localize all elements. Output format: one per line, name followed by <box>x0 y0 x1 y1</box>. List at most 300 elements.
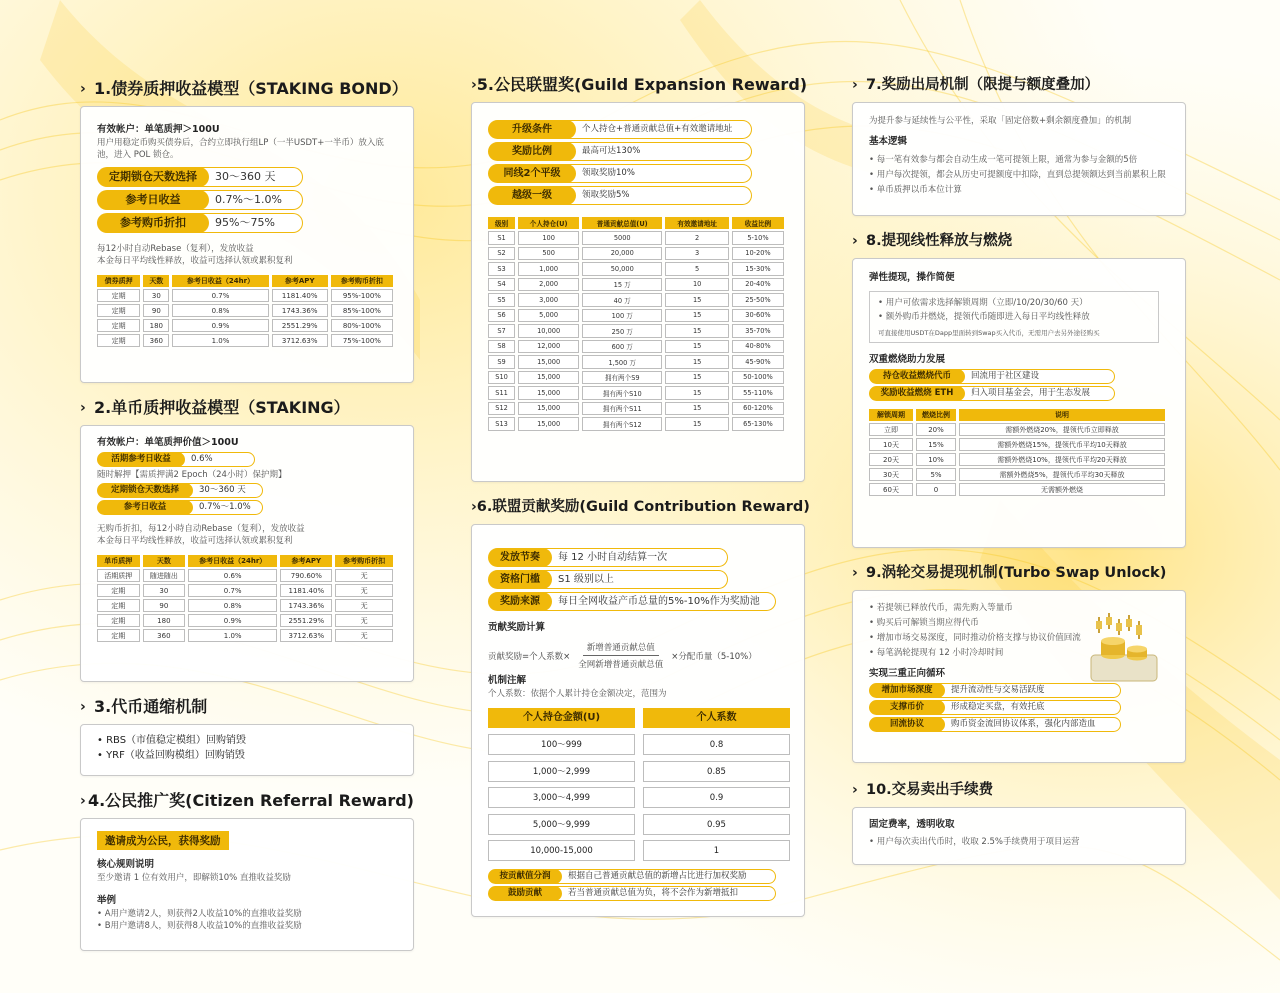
table-header: 解锁周期 <box>869 409 913 421</box>
section-title-text: 4.公民推广奖(Citizen Referral Reward) <box>87 791 414 810</box>
table-cell: 180 <box>143 319 169 332</box>
table-row <box>488 402 784 416</box>
table-cell: 无 <box>335 629 393 642</box>
table-cell: 5,000～9,999 <box>488 814 635 835</box>
account-requirement: 有效帐户：单笔质押价值＞100U <box>97 437 239 448</box>
table-cell: 无需额外燃烧 <box>959 483 1165 496</box>
table-cell: 90 <box>143 304 169 317</box>
bond-description: 用户用稳定币购买债券后，合约立即执行组LP（一半USDT+一半币）放入底池，进入 POL 锁仓。 <box>97 138 384 160</box>
burn-table <box>866 407 1168 498</box>
table-row <box>488 262 784 276</box>
section-title-deflation <box>80 696 414 718</box>
pill-value: S1 级别以上 <box>542 570 728 589</box>
table-header: 个人系数 <box>643 708 790 728</box>
table-cell: 90 <box>143 599 186 612</box>
table-cell: 15-30% <box>732 262 784 276</box>
pill-label: 参考日收益 <box>97 500 193 515</box>
table-cell: 3712.63% <box>272 334 328 347</box>
list-item: • 每一笔有效参与都会自动生成一笔可提领上限，通常为参与金额的5倍 <box>869 155 1138 165</box>
mechanism-title: 机制注解 <box>488 675 527 686</box>
table-cell: 15 <box>665 402 729 416</box>
table-cell: 无 <box>335 599 393 612</box>
table-header: 有效邀请地址 <box>665 217 729 229</box>
guild-level-table <box>485 215 787 433</box>
table-cell: 2 <box>665 231 729 245</box>
table-cell: 无 <box>335 584 393 597</box>
table-cell: 0.95 <box>643 814 790 835</box>
table-cell: 1181.40% <box>280 584 332 597</box>
table-cell: S6 <box>488 309 515 323</box>
table-row <box>97 334 393 347</box>
list-item: • 用户可依需求选择解锁周期（立即/10/20/30/60 天） <box>878 298 1088 308</box>
pill-encourage <box>488 886 790 901</box>
formula-fraction <box>574 641 667 670</box>
table-cell: S1 <box>488 231 515 245</box>
table-row <box>869 483 1165 496</box>
pill-value: 30～360 天 <box>183 483 263 498</box>
pill-value: 回流用于社区建设 <box>955 369 1115 384</box>
list-item: • 用户每次提领，都会从历史可提额度中扣除，直到总提领额达到当前累积上限 <box>869 170 1166 180</box>
table-row <box>97 599 393 612</box>
list-item: • 每笔涡轮提现有 12 小时冷却时间 <box>869 648 1004 658</box>
rule-text: 至少邀请 1 位有效用户，即解锁10% 直推收益奖励 <box>97 873 291 883</box>
unstake-note: 随时解押【需质押满2 Epoch（24小时）保护期】 <box>97 470 287 480</box>
chevron-right-icon: › <box>471 499 477 515</box>
table-cell: 1181.40% <box>272 289 328 302</box>
card-staking-bond <box>80 106 414 383</box>
pill-value: 0.7%～1.0% <box>183 500 263 515</box>
pill-value: 领取奖励5% <box>566 186 752 205</box>
table-cell: 25-50% <box>732 293 784 307</box>
pill-reward-burn <box>869 386 1171 401</box>
table-cell: 5-10% <box>732 231 784 245</box>
table-row <box>488 386 784 400</box>
pill-same-line <box>488 164 790 183</box>
table-cell: 100～999 <box>488 734 635 755</box>
table-cell: 1.0% <box>188 629 277 642</box>
pill-threshold <box>488 570 790 589</box>
table-cell: 20天 <box>869 453 913 466</box>
table-cell: 15 <box>665 371 729 385</box>
table-header: 参考APY <box>280 555 332 567</box>
table-cell: 10% <box>916 453 956 466</box>
pill-label: 定期锁仓天数选择 <box>97 483 193 498</box>
table-cell: S7 <box>488 324 515 338</box>
table-cell: 15 <box>665 309 729 323</box>
table-cell: S3 <box>488 262 515 276</box>
table-row <box>97 614 393 627</box>
table-cell: 80%-100% <box>331 319 393 332</box>
table-cell: S11 <box>488 386 515 400</box>
pill-label: 参考购币折扣 <box>97 213 209 233</box>
card-deflation <box>80 724 414 776</box>
table-row <box>488 231 784 245</box>
table-cell: 35-70% <box>732 324 784 338</box>
list-item: • YRF（收益回购模组）回购销毁 <box>97 750 245 761</box>
list-item: • 若提领已释放代币，需先购入等量币 <box>869 603 1013 613</box>
table-row <box>488 247 784 261</box>
table-cell: 0.85 <box>643 761 790 782</box>
table-cell: 1 <box>643 840 790 861</box>
table-cell: S9 <box>488 355 515 369</box>
section-title-text: 3.代币通缩机制 <box>94 697 208 716</box>
section-title-guild-contribution <box>471 496 810 518</box>
pill-label: 参考日收益 <box>97 190 209 210</box>
section-title-text: 8.提现线性释放与燃烧 <box>866 233 1013 249</box>
table-cell: 75%-100% <box>331 334 393 347</box>
table-cell: 180 <box>143 614 186 627</box>
pill-label: 越级一级 <box>488 186 576 205</box>
table-cell: 1,000～2,999 <box>488 761 635 782</box>
card-staking <box>80 425 414 682</box>
pill-value: 0.7%～1.0% <box>199 190 303 210</box>
table-cell: 无 <box>335 569 393 582</box>
table-cell: 50-100% <box>732 371 784 385</box>
card-turbo-swap <box>852 590 1186 763</box>
table-cell: 0.9% <box>172 319 268 332</box>
table-cell: 0.6% <box>188 569 277 582</box>
rebase-note: 无购币折扣，每12小時自动Rebase（复利），发放收益 <box>97 524 305 534</box>
pill-label: 升级条件 <box>488 120 576 139</box>
table-cell: 40 万 <box>582 293 662 307</box>
chevron-right-icon: › <box>80 793 86 809</box>
table-cell: 定期 <box>97 584 140 597</box>
table-row <box>488 309 784 323</box>
table-cell: 30天 <box>869 468 913 481</box>
table-header: 收益比例 <box>732 217 784 229</box>
table-cell: 30 <box>143 289 169 302</box>
referral-banner: 邀请成为公民，获得奖励 <box>97 831 229 850</box>
table-cell: 600 万 <box>582 340 662 354</box>
table-cell: 定期 <box>97 334 140 347</box>
section-title-text: 6.联盟贡献奖励(Guild Contribution Reward) <box>476 499 810 515</box>
table-row <box>97 304 393 317</box>
chevron-right-icon: › <box>80 699 86 715</box>
section-title-turbo-swap <box>852 562 1186 584</box>
table-cell: 10,000-15,000 <box>488 840 635 861</box>
pill-label: 奖励来源 <box>488 592 552 611</box>
table-cell: 5000 <box>582 231 662 245</box>
list-item: • 单币质押以币本位计算 <box>869 185 962 195</box>
table-cell: 2551.29% <box>272 319 328 332</box>
calc-title: 贡献奖励计算 <box>488 622 546 633</box>
table-row <box>869 423 1165 436</box>
rebase-note: 每12小时自动Rebase（复利），发放收益 <box>97 244 254 254</box>
table-cell: 60-120% <box>732 402 784 416</box>
list-item: • 额外购币并燃烧，提领代币随即进入每日平均线性释放 <box>878 312 1090 322</box>
pill-value: 形成稳定买盘，有效托底 <box>935 700 1121 715</box>
table-cell: 60天 <box>869 483 913 496</box>
section-title-guild-expansion <box>471 74 808 96</box>
coefficient-table <box>488 708 790 867</box>
table-cell: 3,000～4,999 <box>488 787 635 808</box>
table-header: 级别 <box>488 217 515 229</box>
table-cell: 3 <box>665 247 729 261</box>
table-cell: 5 <box>665 262 729 276</box>
table-cell: 15 万 <box>582 278 662 292</box>
logic-title: 基本逻辑 <box>869 136 908 147</box>
table-cell: 10,000 <box>518 324 579 338</box>
table-cell: 20% <box>916 423 956 436</box>
list-item: • 购买后可解锁当期应得代币 <box>869 618 979 628</box>
chevron-right-icon: › <box>80 81 86 97</box>
pill-value: 30～360 天 <box>199 167 303 187</box>
column-middle <box>471 74 810 931</box>
pill-value: 领取奖励10% <box>566 164 752 183</box>
table-cell: 0.8 <box>643 734 790 755</box>
table-header: 个人持仓金额(U) <box>488 708 635 728</box>
table-row <box>869 468 1165 481</box>
table-cell: 20,000 <box>582 247 662 261</box>
table-cell: 360 <box>143 629 186 642</box>
table-cell: 拥有两个S12 <box>582 417 662 431</box>
table-cell: 0.8% <box>188 599 277 612</box>
table-cell: 790.60% <box>280 569 332 582</box>
section-title-text: 10.交易卖出手续费 <box>866 782 994 798</box>
formula-numerator: 新增普通贡献总值 <box>583 641 659 656</box>
pill-skip-level <box>488 186 790 205</box>
table-cell: 随进随出 <box>143 569 186 582</box>
table-header: 债券质押 <box>97 275 140 287</box>
table-header: 普通贡献总值(U) <box>582 217 662 229</box>
table-cell: 2,000 <box>518 278 579 292</box>
pill-value: 每日全网收益产币总量的5%-10%作为奖励池 <box>542 592 776 611</box>
table-cell: 15,000 <box>518 417 579 431</box>
table-row <box>97 319 393 332</box>
pill-upgrade-condition <box>488 120 790 139</box>
table-cell: 1743.36% <box>280 599 332 612</box>
table-header: 天数 <box>143 275 169 287</box>
card-withdraw-burn <box>852 258 1186 548</box>
list-item: • RBS（市值稳定模组）回购销毁 <box>97 735 247 746</box>
swap-note: 可直接使用USDT在Dapp里面转到Swap买入代币，无需用户去另外途径购买 <box>878 329 1100 337</box>
table-cell: 55-110% <box>732 386 784 400</box>
pill-value: 个人持仓+普通贡献总值+有效邀请地址 <box>566 120 752 139</box>
table-cell: 3,000 <box>518 293 579 307</box>
card-sell-fee <box>852 807 1186 865</box>
table-row <box>869 453 1165 466</box>
table-cell: 95%-100% <box>331 289 393 302</box>
table-cell: 0.9 <box>643 787 790 808</box>
formula-right: ×分配币量（5-10%） <box>671 651 757 662</box>
table-cell: 2551.29% <box>280 614 332 627</box>
pill-hold-burn <box>869 369 1171 384</box>
list-item-text: YRF（收益回购模组）回购销毁 <box>106 750 245 761</box>
table-cell: 30-60% <box>732 309 784 323</box>
card-referral <box>80 818 414 951</box>
chevron-right-icon: › <box>471 77 477 93</box>
section-title-text: 1.债券质押收益模型（STAKING BOND） <box>94 79 408 98</box>
pill-daily-yield <box>97 500 399 515</box>
section-title-text: 7.奖励出局机制（限提与额度叠加） <box>866 77 1100 93</box>
table-cell: 0.7% <box>188 584 277 597</box>
example-title: 举例 <box>97 895 117 906</box>
column-right <box>852 74 1186 879</box>
table-cell: 250 万 <box>582 324 662 338</box>
table-cell: 12,000 <box>518 340 579 354</box>
dual-burn-title: 双重燃烧助力发展 <box>869 354 946 365</box>
table-cell: 0 <box>916 483 956 496</box>
table-row <box>97 629 393 642</box>
table-cell: 活期质押 <box>97 569 140 582</box>
pill-label: 持仓收益燃烧代币 <box>869 369 965 384</box>
table-cell: 1,500 万 <box>582 355 662 369</box>
table-cell: 45-90% <box>732 355 784 369</box>
chevron-right-icon: › <box>80 400 86 416</box>
bond-table <box>94 273 396 349</box>
pill-lock-days <box>97 167 399 187</box>
coin-stack-icon <box>1085 611 1165 691</box>
section-title-referral <box>80 790 414 812</box>
pill-flexible-yield <box>97 452 399 467</box>
table-cell: 需额外燃烧15%，提领代币平均10天释放 <box>959 438 1165 451</box>
pill-label: 奖励收益燃烧 ETH <box>869 386 965 401</box>
table-cell: 定期 <box>97 289 140 302</box>
table-cell: 5% <box>916 468 956 481</box>
table-header: 说明 <box>959 409 1165 421</box>
table-cell: 5,000 <box>518 309 579 323</box>
section-title-staking <box>80 397 414 419</box>
table-cell: S13 <box>488 417 515 431</box>
formula-denominator: 全网新增普通贡献总值 <box>578 660 664 670</box>
table-cell: 15 <box>665 340 729 354</box>
table-header: 单币质押 <box>97 555 140 567</box>
formula-left: 贡献奖励=个人系数× <box>488 651 571 662</box>
card-exit-mechanism <box>852 102 1186 216</box>
table-cell: 15 <box>665 293 729 307</box>
section-title-exit-mechanism <box>852 74 1186 96</box>
table-cell: S5 <box>488 293 515 307</box>
example-item: • B用户邀请8人，则获得8人收益10%的直推收益奖励 <box>97 921 302 931</box>
table-header: 参考日收益（24hr） <box>188 555 277 567</box>
table-cell: 15,000 <box>518 402 579 416</box>
pill-label: 定期锁仓天数选择 <box>97 167 209 187</box>
pill-label: 发放节奏 <box>488 548 552 567</box>
table-cell: 定期 <box>97 304 140 317</box>
table-cell: 15,000 <box>518 355 579 369</box>
pill-label: 支撑币价 <box>869 700 945 715</box>
table-row <box>97 289 393 302</box>
pill-price-support <box>869 700 1171 715</box>
table-cell: S4 <box>488 278 515 292</box>
pill-schedule <box>488 548 790 567</box>
table-cell: 15 <box>665 386 729 400</box>
table-header: 参考购币折扣 <box>331 275 393 287</box>
chevron-right-icon: › <box>852 565 858 581</box>
pill-label: 按贡献值分润 <box>488 869 562 884</box>
table-cell: 拥有两个S10 <box>582 386 662 400</box>
section-title-sell-fee <box>852 779 1186 801</box>
section-title-text: 2.单币质押收益模型（STAKING） <box>94 398 350 417</box>
section-title-text: 5.公民联盟奖(Guild Expansion Reward) <box>476 75 808 94</box>
table-header: 个人持仓(U) <box>518 217 579 229</box>
column-left <box>80 78 414 965</box>
table-cell: 40-80% <box>732 340 784 354</box>
table-cell: S10 <box>488 371 515 385</box>
table-row <box>488 324 784 338</box>
fee-text: • 用户每次卖出代币时，收取 2.5%手续费用于项目运营 <box>869 837 1080 847</box>
table-cell: 定期 <box>97 319 140 332</box>
table-cell: 定期 <box>97 614 140 627</box>
table-cell: 15,000 <box>518 386 579 400</box>
table-cell: 1743.36% <box>272 304 328 317</box>
card-guild-expansion <box>471 102 805 482</box>
pill-value: 0.6% <box>175 452 255 467</box>
mechanism-text: 个人系数：依据个人累计持仓金额决定，范围为 <box>488 689 667 699</box>
table-header: 天数 <box>143 555 186 567</box>
table-cell: 65-130% <box>732 417 784 431</box>
example-item: • A用户邀请2人，则获得2人收益10%的直推收益奖励 <box>97 909 302 919</box>
table-header: 参考购币折扣 <box>335 555 393 567</box>
pill-value: 归入项目基金会，用于生态发展 <box>955 386 1115 401</box>
table-row <box>488 371 784 385</box>
fee-title: 固定费率，透明收取 <box>869 819 955 830</box>
section-title-text: 9.涡轮交易提现机制(Turbo Swap Unlock) <box>866 565 1167 581</box>
table-cell: 立即 <box>869 423 913 436</box>
table-row <box>488 355 784 369</box>
table-cell: 3712.63% <box>280 629 332 642</box>
pill-value: 若当普通贡献总值为负，将不会作为新增抵扣 <box>552 886 776 901</box>
table-cell: 需额外燃烧10%，提领代币平均20天释放 <box>959 453 1165 466</box>
table-cell: 定期 <box>97 599 140 612</box>
pill-value: 每 12 小时自动结算一次 <box>542 548 728 567</box>
table-cell: 10天 <box>869 438 913 451</box>
table-cell: 15 <box>665 355 729 369</box>
flex-withdraw-box <box>869 291 1159 343</box>
pill-label: 奖励比例 <box>488 142 576 161</box>
list-item: • 增加市场交易深度，同时推动价格支撑与协议价值回流 <box>869 633 1081 643</box>
table-cell: 100 <box>518 231 579 245</box>
table-cell: 拥有两个S9 <box>582 371 662 385</box>
section-title-staking-bond <box>80 78 414 100</box>
table-cell: 50,000 <box>582 262 662 276</box>
card-guild-contribution <box>471 524 805 917</box>
pill-label: 回流协议 <box>869 717 945 732</box>
table-cell: 0.8% <box>172 304 268 317</box>
table-cell: 1,000 <box>518 262 579 276</box>
pill-source <box>488 592 790 611</box>
table-cell: 15,000 <box>518 371 579 385</box>
pill-label: 同线2个平级 <box>488 164 576 183</box>
pill-label: 增加市场深度 <box>869 683 945 698</box>
table-cell: 20-40% <box>732 278 784 292</box>
table-cell: 0.9% <box>188 614 277 627</box>
pill-value: 根据自己普通贡献总值的新增占比进行加权奖励 <box>552 869 776 884</box>
table-row <box>488 417 784 431</box>
table-cell: 1.0% <box>172 334 268 347</box>
chevron-right-icon: › <box>852 233 858 249</box>
table-header: 燃烧比例 <box>916 409 956 421</box>
table-cell: 定期 <box>97 629 140 642</box>
table-cell: 30 <box>143 584 186 597</box>
table-cell: 10 <box>665 278 729 292</box>
table-row <box>869 438 1165 451</box>
chevron-right-icon: › <box>852 782 858 798</box>
pill-value: 95%～75% <box>199 213 303 233</box>
table-cell: 无 <box>335 614 393 627</box>
table-cell: 15% <box>916 438 956 451</box>
table-row <box>488 340 784 354</box>
table-cell: 360 <box>143 334 169 347</box>
table-header: 参考APY <box>272 275 328 287</box>
chevron-right-icon: › <box>852 77 858 93</box>
table-row <box>488 293 784 307</box>
table-row <box>97 569 393 582</box>
pill-label: 资格门槛 <box>488 570 552 589</box>
table-cell: 0.7% <box>172 289 268 302</box>
table-cell: 85%-100% <box>331 304 393 317</box>
table-cell: 15 <box>665 324 729 338</box>
